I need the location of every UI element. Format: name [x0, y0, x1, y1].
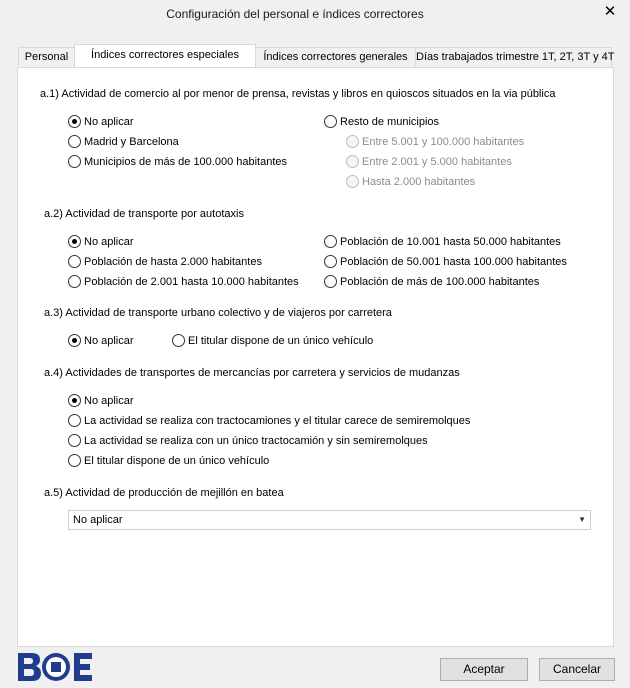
boe-logo [16, 651, 94, 683]
tab-personal[interactable]: Personal [18, 47, 75, 66]
radio-a2-hasta-2000[interactable] [68, 255, 262, 269]
tab-indices-especiales[interactable]: Índices correctores especiales [74, 44, 256, 67]
section-title-a4: a.4) Actividades de transportes de mercancías por carretera y servicios de mudanzas [44, 367, 460, 379]
radio-label: Municipios de más de 100.000 habitantes [84, 156, 288, 168]
radio-label: No aplicar [84, 236, 134, 248]
radio-label: Población de 50.001 hasta 100.000 habitantes [340, 256, 567, 268]
section-title-a3: a.3) Actividad de transporte urbano colectivo y de viajeros por carretera [44, 307, 392, 319]
select-value: No aplicar [73, 514, 123, 526]
logo-letter-b [18, 653, 41, 681]
radio-a1-madrid-barcelona[interactable] [68, 135, 179, 149]
radio-label: Población de 10.001 hasta 50.000 habitantes [340, 236, 561, 248]
radio-label: Resto de municipios [340, 116, 440, 128]
radio-indicator [68, 414, 81, 427]
radio-indicator [346, 135, 359, 148]
radio-a4-tractocamiones[interactable] [68, 414, 470, 428]
section-title-a1: a.1) Actividad de comercio al por menor de prensa, revistas y libros en quioscos situados en la via pública [40, 88, 556, 100]
radio-label: Población de hasta 2.000 habitantes [84, 256, 262, 268]
radio-indicator [324, 255, 337, 268]
radio-indicator [324, 235, 337, 248]
radio-a1-2001-5000 [346, 155, 512, 169]
radio-indicator [68, 115, 81, 128]
radio-indicator [68, 334, 81, 347]
radio-a1-no-aplicar[interactable] [68, 115, 134, 129]
radio-indicator [324, 115, 337, 128]
radio-label: El titular dispone de un único vehículo [84, 455, 270, 467]
radio-indicator [346, 175, 359, 188]
radio-label: Entre 5.001 y 100.000 habitantes [362, 136, 525, 148]
radio-a2-10001-50000[interactable] [324, 235, 561, 249]
logo-shield [51, 662, 61, 672]
radio-label: No aplicar [84, 335, 134, 347]
radio-indicator [68, 255, 81, 268]
radio-indicator [68, 235, 81, 248]
radio-label: No aplicar [84, 395, 134, 407]
radio-indicator [68, 394, 81, 407]
section-title-a5: a.5) Actividad de producción de mejillón en batea [44, 487, 284, 499]
radio-a2-2001-10000[interactable] [68, 275, 299, 289]
radio-a3-no-aplicar[interactable] [68, 334, 134, 348]
close-icon[interactable]: ✕ [603, 3, 617, 20]
radio-a4-unico-vehiculo[interactable] [68, 454, 269, 468]
radio-a1-resto-municipios[interactable] [324, 115, 439, 129]
radio-indicator [68, 135, 81, 148]
radio-a4-no-aplicar[interactable] [68, 394, 134, 408]
radio-label: Población de 2.001 hasta 10.000 habitantes [84, 276, 299, 288]
chevron-down-icon: ▼ [578, 515, 586, 524]
logo-letter-e [74, 653, 92, 681]
tab-dias-trabajados[interactable]: Días trabajados trimestre 1T, 2T, 3T y 4T [415, 47, 612, 66]
radio-indicator [346, 155, 359, 168]
radio-a4-unico-tractocamion[interactable] [68, 434, 428, 448]
radio-indicator [324, 275, 337, 288]
section-title-a2: a.2) Actividad de transporte por autotaxis [44, 208, 244, 220]
radio-label: Hasta 2.000 habitantes [362, 176, 476, 188]
radio-a2-50001-100000[interactable] [324, 255, 567, 269]
mejillon-select[interactable] [68, 510, 591, 530]
radio-label: Madrid y Barcelona [84, 136, 179, 148]
radio-a1-hasta-2000 [346, 175, 475, 189]
radio-label: El titular dispone de un único vehículo [188, 335, 374, 347]
radio-a2-no-aplicar[interactable] [68, 235, 134, 249]
radio-indicator [68, 155, 81, 168]
radio-label: Entre 2.001 y 5.000 habitantes [362, 156, 512, 168]
radio-indicator [172, 334, 185, 347]
tab-panel [17, 67, 614, 647]
radio-label: No aplicar [84, 116, 134, 128]
cancel-button[interactable]: Cancelar [539, 658, 615, 681]
radio-a2-mas-100000[interactable] [324, 275, 539, 289]
radio-a1-mas-100000[interactable] [68, 155, 287, 169]
radio-indicator [68, 454, 81, 467]
window-title: Configuración del personal e índices correctores [166, 7, 424, 21]
radio-label: La actividad se realiza con tractocamiones y el titular carece de semiremolques [84, 415, 471, 427]
radio-indicator [68, 275, 81, 288]
accept-button[interactable]: Aceptar [440, 658, 528, 681]
tab-indices-generales[interactable]: Índices correctores generales [255, 47, 416, 66]
radio-a3-unico-vehiculo[interactable] [172, 334, 373, 348]
radio-label: La actividad se realiza con un único tractocamión y sin semiremolques [84, 435, 428, 447]
radio-a1-5001-100000 [346, 135, 524, 149]
radio-label: Población de más de 100.000 habitantes [340, 276, 540, 288]
radio-indicator [68, 434, 81, 447]
